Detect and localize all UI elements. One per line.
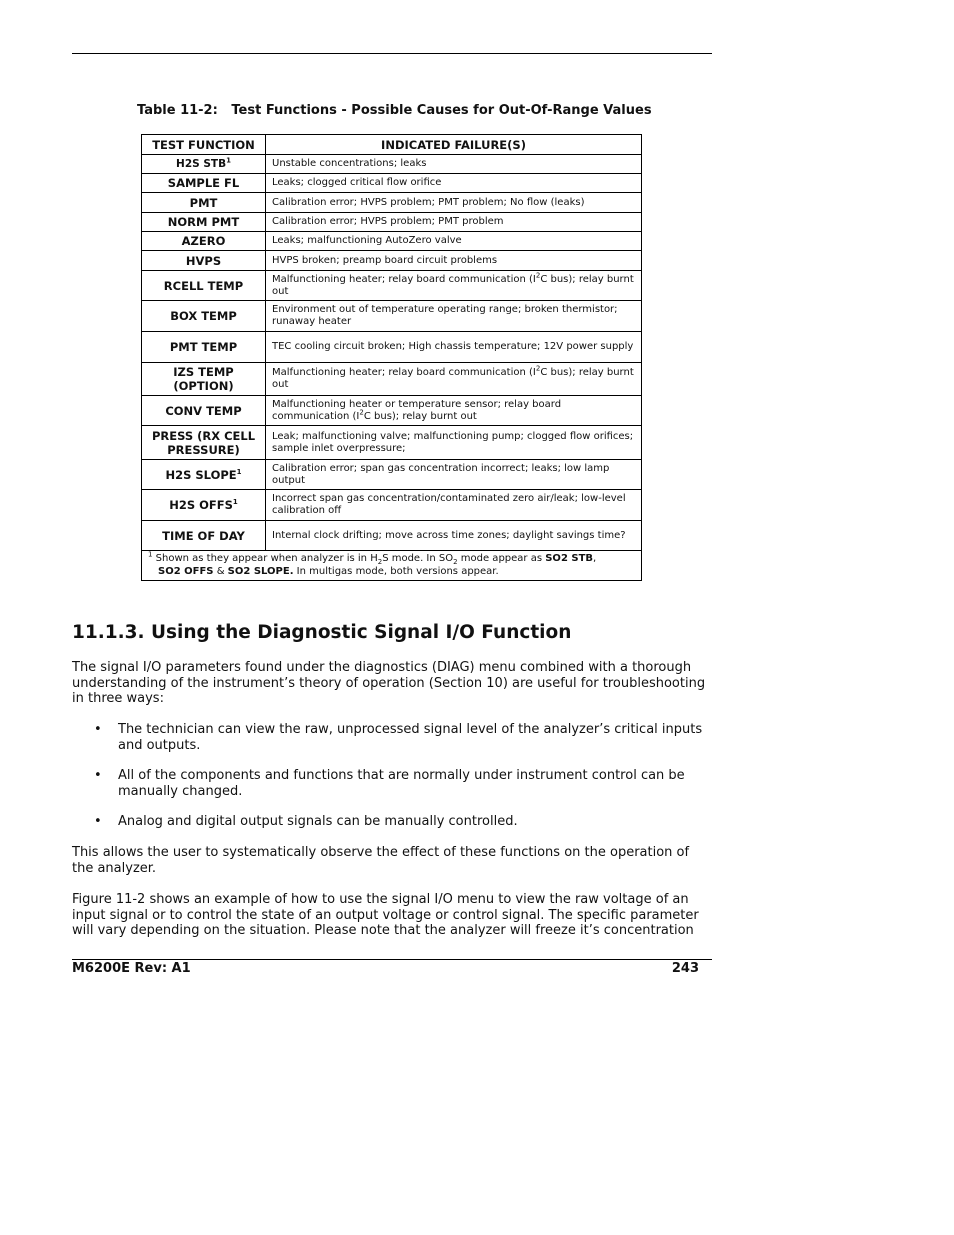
table-row [142,396,642,426]
table-row [142,155,642,174]
failure-cell: TEC cooling circuit broken; High chassis temperature; 12V power supply [266,332,642,363]
body-paragraph: Figure 11-2 shows an example of how to use the signal I/O menu to view the raw voltage of an input signal or to control the state of an output voltage or control signal. The specific parameter will vary depending on the situation. Please note that the analyzer will freeze it’s concentration [72,892,699,938]
test-function-name: H2S OFFS [169,498,233,512]
failure-cell: Leaks; malfunctioning AutoZero valve [266,232,642,251]
test-function-cell: CONV TEMP [142,396,266,426]
header-rule [72,53,712,54]
table-row [142,332,642,363]
list-item [94,814,714,830]
test-function-cell: AZERO [142,232,266,251]
bullet-icon: • [94,768,102,783]
test-function-name: H2S STB [176,158,227,170]
intro-paragraph: The signal I/O parameters found under the diagnostics (DIAG) menu combined with a thorough understanding of the instrument’s theory of operation (Section 10) are useful for troubleshooting in three ways: [72,660,706,706]
test-function-cell: NORM PMT [142,213,266,232]
test-functions-table [141,134,642,581]
footnote-bold: SO2 SLOPE. [227,565,294,577]
body-paragraph: This allows the user to systematically observe the effect of these functions on the operation of the analyzer. [72,845,690,876]
list-item-text: Analog and digital output signals can be manually controlled. [118,814,518,829]
test-function-cell [142,490,266,521]
failure-cell [266,271,642,301]
footnote-text: Shown as they appear when analyzer is in H [152,553,378,564]
failure-cell: Leak; malfunctioning valve; malfunctioning pump; clogged flow orifices; sample inlet overpressure; [266,426,642,460]
superscript: 2 [535,364,541,373]
test-function-cell: HVPS [142,251,266,271]
failure-cell: Leaks; clogged critical flow orifice [266,174,642,193]
test-function-name: H2S SLOPE [165,467,237,482]
table-row [142,213,642,232]
failure-text: C bus); relay burnt out [272,367,634,390]
table-row [142,174,642,193]
footnote-text: In multigas mode, both versions appear. [293,565,499,577]
table-footnote [142,551,642,581]
test-function-cell: SAMPLE FL [142,174,266,193]
footer-rule [72,959,712,960]
footnote-marker: 1 [232,498,238,507]
footnote-marker: 1 [236,467,242,476]
failure-text: Malfunctioning heater; relay board communication (I [272,273,536,285]
test-function-cell: RCELL TEMP [142,271,266,301]
superscript: 2 [535,271,541,280]
footnote-text: S mode. In SO [382,553,454,564]
column-header-indicated-failures: INDICATED FAILURE(S) [266,135,642,155]
footnote-text: mode appear as [457,553,546,564]
page-number: 243 [671,961,699,976]
list-item [94,722,714,753]
table-footnote-row [142,551,642,581]
footnote-text: & [213,565,228,577]
column-header-test-function: TEST FUNCTION [142,135,266,155]
failure-cell: Calibration error; HVPS problem; PMT problem [266,213,642,232]
test-function-cell: IZS TEMP (OPTION) [142,363,266,396]
table-row [142,363,642,396]
superscript: 2 [359,408,364,417]
test-function-cell [142,155,266,174]
subscript: 2 [377,558,383,566]
failure-text: Malfunctioning heater or temperature sensor; relay board communication (I [272,398,562,422]
table-row [142,460,642,490]
table-header-row [142,135,642,155]
failure-text: C bus); relay burnt out [363,410,477,422]
failure-cell: HVPS broken; preamp board circuit problems [266,251,642,271]
failure-cell: Calibration error; HVPS problem; PMT problem; No flow (leaks) [266,193,642,213]
footnote-marker: 1 [148,550,153,559]
table-row [142,193,642,213]
failure-cell [266,363,642,396]
section-heading: 11.1.3. Using the Diagnostic Signal I/O Function [72,622,572,643]
table-row [142,490,642,521]
footnote-marker: 1 [226,156,231,165]
footnote-text: , [593,553,597,564]
table-caption: Table 11-2: Test Functions - Possible Causes for Out-Of-Range Values [137,103,652,118]
failure-cell: Unstable concentrations; leaks [266,155,642,174]
test-function-cell: BOX TEMP [142,301,266,332]
table-row [142,271,642,301]
test-function-cell: TIME OF DAY [142,521,266,551]
failure-text: Malfunctioning heater; relay board communication (I [272,367,536,378]
failure-text: C bus); relay burnt out [272,273,634,297]
document-revision: M6200E Rev: A1 [72,961,191,976]
footnote-bold: SO2 STB [545,553,594,564]
test-function-cell: PMT [142,193,266,213]
bullet-icon: • [94,814,102,829]
test-function-cell: PMT TEMP [142,332,266,363]
subscript: 2 [453,558,458,566]
list-item-text: All of the components and functions that are normally under instrument control can be manually changed. [118,768,685,799]
table-row [142,301,642,332]
test-function-cell: PRESS (RX CELL PRESSURE) [142,426,266,460]
bullet-icon: • [94,722,102,737]
table-row [142,521,642,551]
table-row [142,251,642,271]
failure-cell [266,396,642,426]
list-item [94,768,714,799]
footnote-bold: SO2 OFFS [158,565,214,577]
test-function-cell [142,460,266,490]
failure-cell: Environment out of temperature operating range; broken thermistor; runaway heater [266,301,642,332]
table-row [142,426,642,460]
table-row [142,232,642,251]
failure-cell: Calibration error; span gas concentration incorrect; leaks; low lamp output [266,460,642,490]
failure-cell: Incorrect span gas concentration/contaminated zero air/leak; low-level calibration off [266,490,642,521]
list-item-text: The technician can view the raw, unprocessed signal level of the analyzer’s critical inputs and outputs. [118,722,703,753]
failure-cell: Internal clock drifting; move across time zones; daylight savings time? [266,521,642,551]
